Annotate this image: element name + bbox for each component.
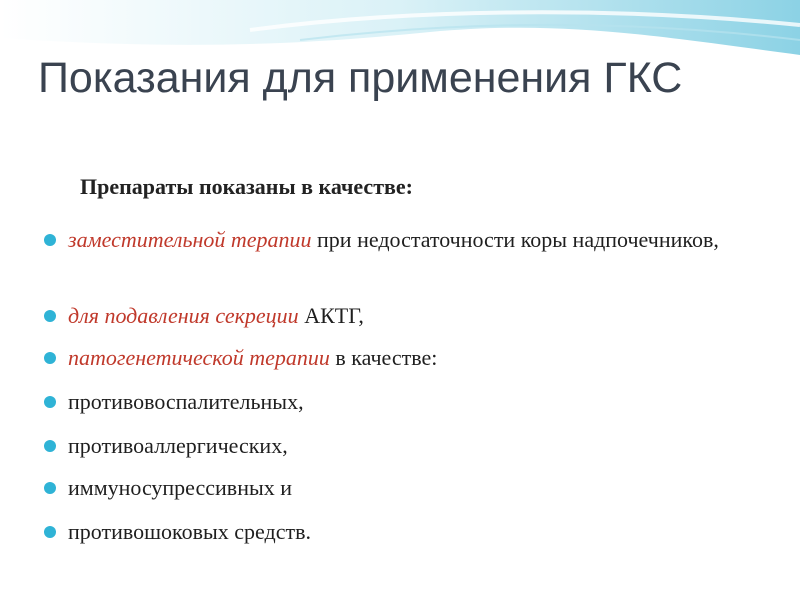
bullet-icon: [44, 526, 56, 538]
bullet-icon: [44, 482, 56, 494]
item-text: противоаллергических,: [68, 433, 288, 458]
page-title: Показания для применения ГКС: [38, 54, 683, 102]
bullet-icon: [44, 352, 56, 364]
item-text: противошоковых средств.: [68, 519, 311, 544]
list-item: [68, 384, 768, 419]
item-text: АКТГ,: [298, 303, 364, 328]
bullet-icon: [44, 234, 56, 246]
list-item: [68, 298, 768, 333]
item-text: при недостаточности коры надпочечников,: [311, 227, 719, 252]
emphasis-text: патогенетической терапии: [68, 345, 330, 370]
bullet-icon: [44, 310, 56, 322]
bullet-icon: [44, 440, 56, 452]
emphasis-text: для подавления секреции: [68, 303, 299, 328]
list-item: [68, 514, 768, 549]
emphasis-text: заместительной терапии: [68, 227, 312, 252]
list-item: [68, 470, 768, 505]
bullet-icon: [44, 396, 56, 408]
subtitle: Препараты показаны в качестве:: [80, 174, 413, 199]
list-item: [68, 340, 768, 375]
item-text: противовоспалительных,: [68, 389, 304, 414]
item-text: в качестве:: [329, 345, 438, 370]
list-item: [68, 428, 768, 463]
item-text: иммуносупрессивных и: [68, 475, 293, 500]
list-item: [68, 222, 768, 257]
